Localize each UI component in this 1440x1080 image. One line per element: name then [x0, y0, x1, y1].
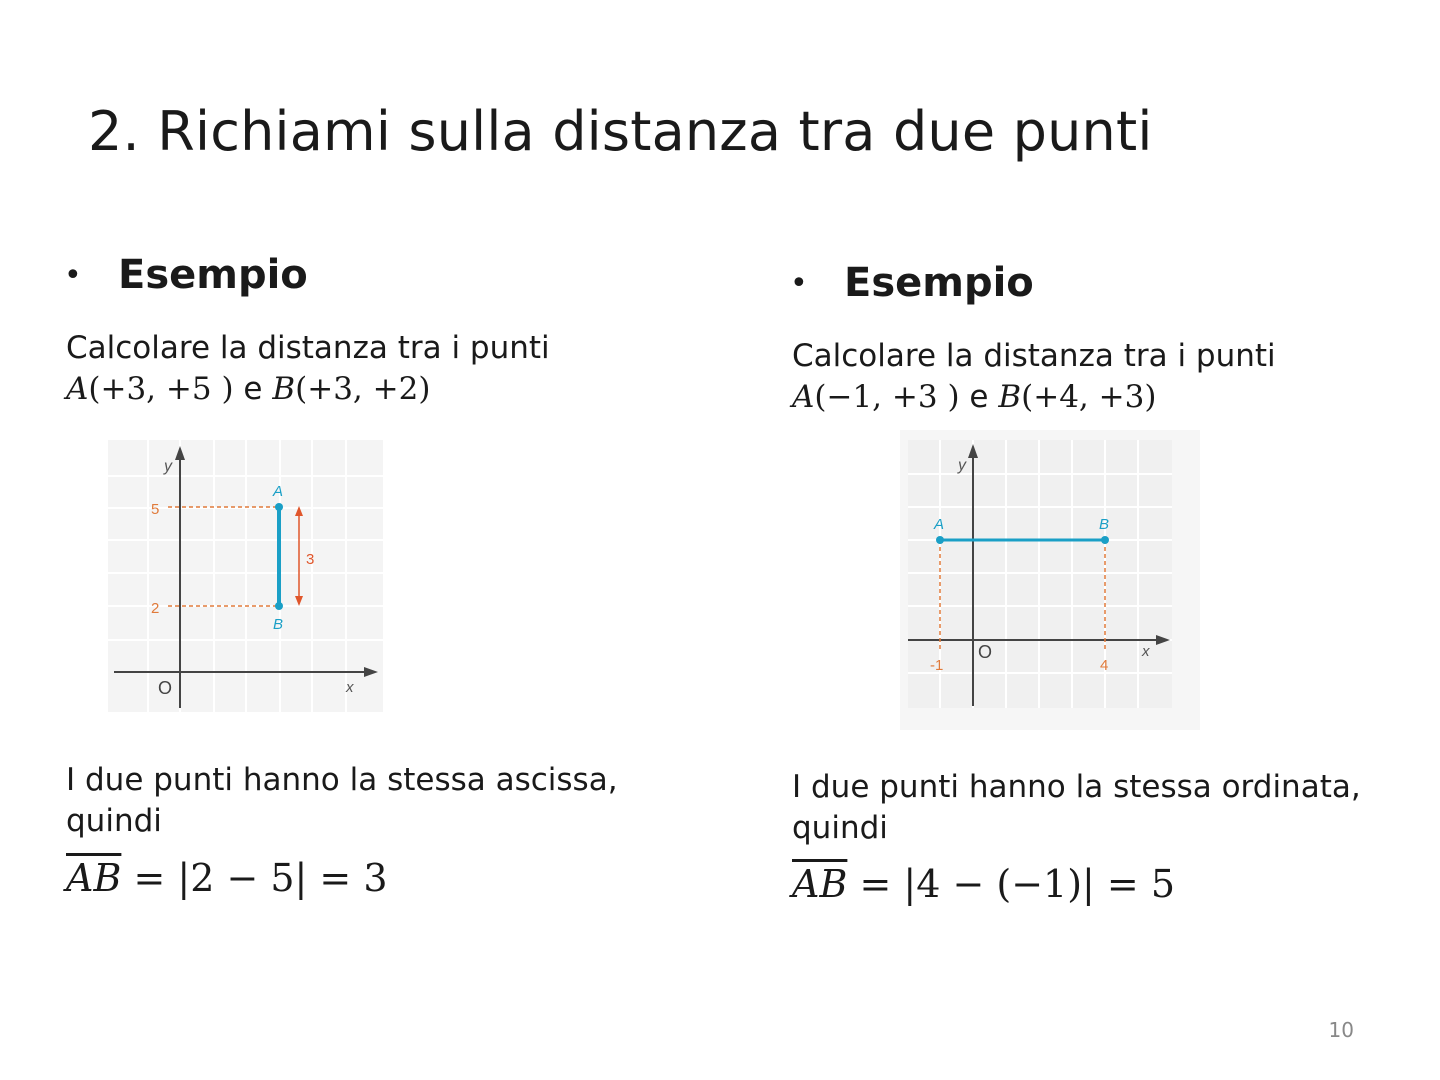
point-b-name: B — [998, 379, 1022, 415]
tick-label-4: 4 — [1100, 657, 1109, 674]
conclusion-line: quindi — [66, 803, 162, 839]
point-b — [275, 602, 283, 610]
graph-right — [900, 430, 1200, 730]
point-a — [936, 536, 944, 544]
formula-rhs: = |4 − (−1)| = 5 — [859, 862, 1176, 906]
point-b-name: B — [272, 371, 296, 407]
heading-text: Esempio — [118, 252, 308, 298]
point-b-label: B — [273, 616, 284, 633]
distance-label: 3 — [306, 551, 315, 568]
point-b-label: B — [1099, 516, 1110, 533]
prompt-line: Calcolare la distanza tra i punti — [792, 338, 1276, 374]
point-a-label: A — [273, 483, 284, 500]
y-label: y — [164, 458, 172, 475]
x-label: x — [346, 679, 354, 696]
conjunction: e — [969, 379, 989, 415]
example-heading-right — [790, 260, 1034, 306]
conclusion-line: I due punti hanno la stessa ordinata, — [792, 769, 1361, 805]
formula-rhs: = |2 − 5| = 3 — [133, 856, 388, 900]
origin-label: O — [158, 678, 173, 698]
prompt-right — [792, 336, 1276, 418]
point-b-coords: (+3, +2) — [295, 371, 431, 407]
point-b — [1101, 536, 1109, 544]
conclusion-line: quindi — [792, 810, 888, 846]
tick-label-5: 5 — [151, 501, 160, 518]
conclusion-line: I due punti hanno la stessa ascissa, — [66, 762, 618, 798]
points-line — [792, 377, 1276, 418]
conclusion-left — [66, 760, 618, 842]
point-a-name: A — [792, 379, 815, 415]
formula-right — [792, 862, 1175, 906]
graph-left — [108, 440, 383, 712]
slide-title: 2. Richiami sulla distanza tra due punti — [88, 100, 1153, 163]
formula-left — [66, 856, 388, 900]
tick-label-2: 2 — [151, 600, 160, 617]
bullet-icon: • — [64, 257, 82, 293]
point-a — [275, 503, 283, 511]
point-a-name: A — [66, 371, 89, 407]
bullet-icon: • — [790, 265, 808, 301]
heading-text: Esempio — [844, 260, 1034, 306]
point-a-label: A — [934, 516, 945, 533]
origin-label: O — [978, 642, 993, 662]
example-heading-left — [64, 252, 308, 298]
conclusion-right — [792, 767, 1361, 849]
x-label: x — [1142, 643, 1150, 660]
points-line — [66, 369, 550, 410]
conjunction: e — [243, 371, 263, 407]
y-label: y — [958, 457, 966, 474]
point-a-coords: (−1, +3 ) — [814, 379, 960, 415]
tick-label-minus-1: -1 — [930, 657, 944, 674]
point-a-coords: (+3, +5 ) — [88, 371, 234, 407]
prompt-left — [66, 328, 550, 410]
segment-name: $\overline{AB}$ — [792, 862, 848, 906]
segment-name: $\overline{AB}$ — [66, 856, 122, 900]
point-b-coords: (+4, +3) — [1021, 379, 1157, 415]
prompt-line: Calcolare la distanza tra i punti — [66, 330, 550, 366]
page-number: 10 — [1328, 1018, 1354, 1042]
